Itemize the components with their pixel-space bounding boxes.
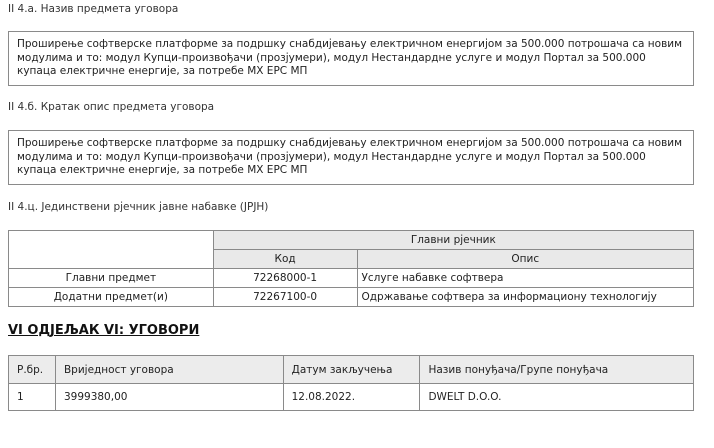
contract-date: 12.08.2022.: [283, 384, 420, 411]
table-row: [9, 269, 694, 288]
contracts-header-no: Р.бр.: [9, 356, 56, 384]
contracts-table: [8, 355, 694, 411]
contracts-section-title: VI ОДЈЕЉАК VI: УГОВОРИ: [8, 323, 200, 338]
vocabulary-empty-cell: [9, 231, 214, 269]
vocabulary-code-header: Код: [213, 250, 357, 269]
vocabulary-row-label: Главни предмет: [9, 269, 214, 288]
contracts-header-value: Вриједност уговора: [55, 356, 283, 384]
contract-value: 3999380,00: [55, 384, 283, 411]
vocabulary-table: [8, 230, 694, 307]
table-row: [9, 384, 694, 411]
vocabulary-row-desc: Услуге набавке софтвера: [357, 269, 694, 288]
description-label: II 4.б. Кратак опис предмета уговора: [8, 101, 215, 113]
contracts-header-date: Датум закључења: [283, 356, 420, 384]
contracts-header-bidder: Назив понуђача/Групе понуђача: [420, 356, 694, 384]
vocabulary-desc-header: Опис: [357, 250, 694, 269]
contract-no: 1: [9, 384, 56, 411]
vocabulary-label: II 4.ц. Јединствени рјечник јавне набавке (ЈРЈН): [8, 201, 269, 213]
vocabulary-row-label: Додатни предмет(и): [9, 288, 214, 307]
subject-textbox: Проширење софтверске платформе за подршку снабдијевању електричном енергијом за 500.000 потрошача са новим модулима и то: модул Купци-произвођачи (прозјумери), модул Нестандардне услуге и модул Портал за 500.000 купаца електричне енергије, за потребе МХ ЕРС МП: [8, 31, 694, 86]
vocabulary-row-code: 72267100-0: [213, 288, 357, 307]
description-textbox: Проширење софтверске платформе за подршку снабдијевању електричном енергијом за 500.000 потрошача са новим модулима и то: модул Купци-произвођачи (прозјумери), модул Нестандардне услуге и модул Портал за 500.000 купаца електричне енергије, за потребе МХ ЕРС МП: [8, 130, 694, 185]
vocabulary-row-code: 72268000-1: [213, 269, 357, 288]
table-row: [9, 288, 694, 307]
contract-bidder: DWELT D.O.O.: [420, 384, 694, 411]
subject-label: II 4.а. Назив предмета уговора: [8, 3, 179, 15]
vocabulary-row-desc: Одржавање софтвера за информациону технологију: [357, 288, 694, 307]
vocabulary-group-header: Главни рјечник: [213, 231, 693, 250]
